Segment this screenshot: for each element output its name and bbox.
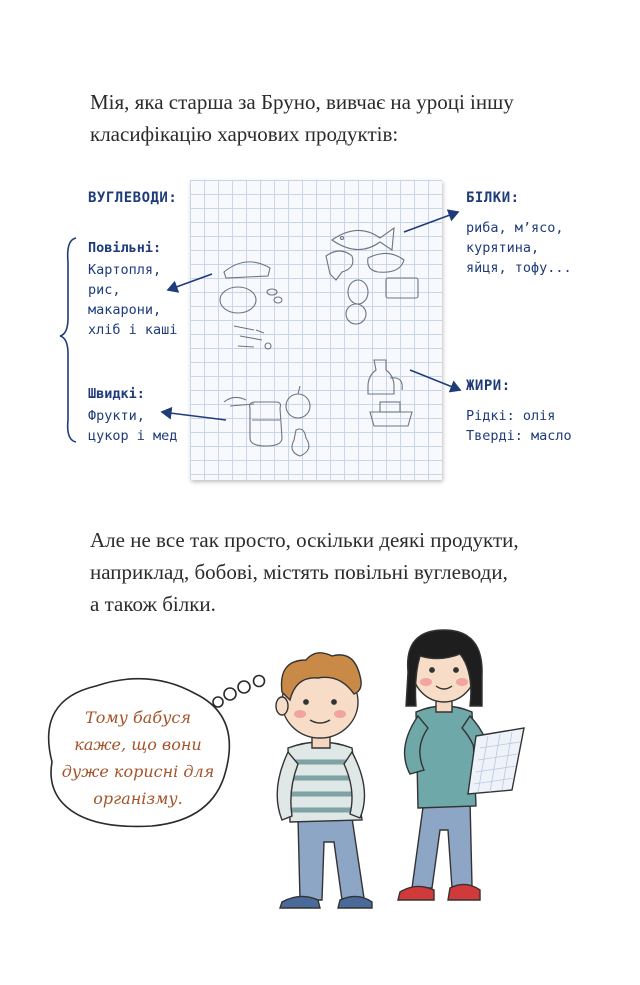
proteins-item: риба, м’ясо, <box>466 220 564 236</box>
bubble-line: дуже корисні для <box>61 762 215 781</box>
paragraph-line: наприклад, бобові, містять повільні вуглеводи, <box>90 560 508 584</box>
proteins-item: курятина, <box>466 240 540 256</box>
bubble-line: каже, що вони <box>74 735 202 754</box>
paragraph-line: а також білки. <box>90 592 216 616</box>
intro-line: класифікацію харчових продуктів: <box>90 122 399 146</box>
slow-carbs-item: хліб і каші <box>88 322 178 338</box>
fats-item: Тверді: масло <box>466 428 572 444</box>
bubble-line: організму. <box>93 789 183 808</box>
slow-carbs-title: Повільні: <box>88 240 162 256</box>
slow-carbs-item: макарони, <box>88 302 162 318</box>
fats-item: Рідкі: олія <box>466 408 556 424</box>
intro-line: Мія, яка старша за Бруно, вивчає на уроці іншу <box>90 90 514 114</box>
slow-carbs-item: рис, <box>88 282 121 298</box>
speech-bubble-text <box>58 704 218 812</box>
girl-figure <box>398 630 524 900</box>
carbs-title: ВУГЛЕВОДИ: <box>88 190 178 206</box>
paragraph-line: Але не все так просто, оскільки деякі продукти, <box>90 528 519 552</box>
fast-carbs-item: Фрукти, <box>88 408 145 424</box>
boy-figure <box>276 653 372 908</box>
bubble-line: Тому бабуся <box>85 708 191 727</box>
proteins-title: БІЛКИ: <box>466 190 520 206</box>
fast-carbs-item: цукор і мед <box>88 428 178 444</box>
proteins-item: яйця, тофу... <box>466 260 572 276</box>
slow-carbs-item: Картопля, <box>88 262 162 278</box>
fats-title: ЖИРИ: <box>466 378 511 394</box>
girl-paper <box>468 728 524 794</box>
fast-carbs-title: Швидкі: <box>88 386 145 402</box>
